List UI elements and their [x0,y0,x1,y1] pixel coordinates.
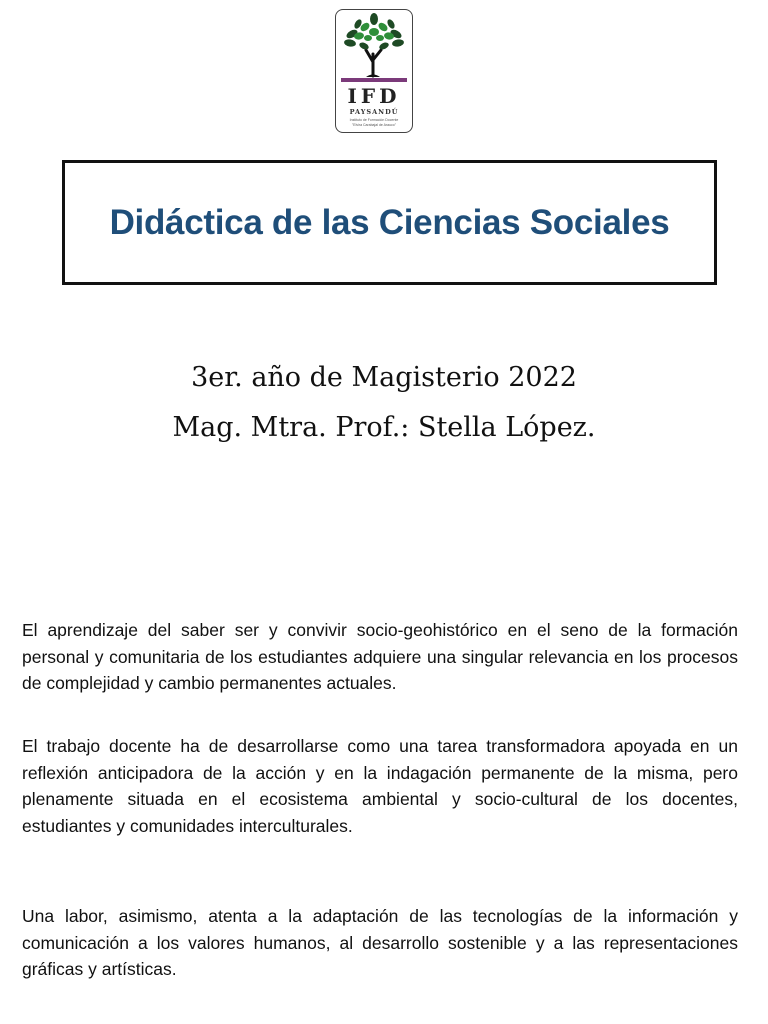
title-box [62,160,717,285]
ifd-logo [335,9,413,133]
subtitle-teacher: Mag. Mtra. Prof.: Stella López. [172,412,596,443]
page-title: Didáctica de las Ciencias Sociales [109,202,670,242]
paragraph-3: Una labor, asimismo, atenta a la adaptación de las tecnologías de la información y comunicación a los valores humanos, al desarrollo sostenible y a las representaciones gráficas y artísticas. [22,906,738,979]
paragraph-1: El aprendizaje del saber ser y convivir socio-geohistórico en el seno de la formación personal y comunitaria de los estudiantes adquiere una singular relevancia en los procesos de complejidad y cambio permanentes actuales. [22,620,738,693]
logo-institution: Instituto de Formación Docente [349,118,399,122]
logo-city: PAYSANDÚ [349,108,399,116]
paragraph-2: El trabajo docente ha de desarrollarse como una tarea transformadora apoyada en un reflexión anticipadora de la acción y en la indagación permanente de la misma, pero plenamente situada en el ecosistema ambiental y socio-cultural de los docentes, estudiantes y comunidades interculturales. [22,736,738,836]
tree-icon [336,10,412,86]
logo-institution-name: "Elvira Carabajal de Arauco" [352,123,396,127]
subtitle-course: 3er. año de Magisterio 2022 [191,362,577,393]
logo-initials: IFD [347,84,401,108]
